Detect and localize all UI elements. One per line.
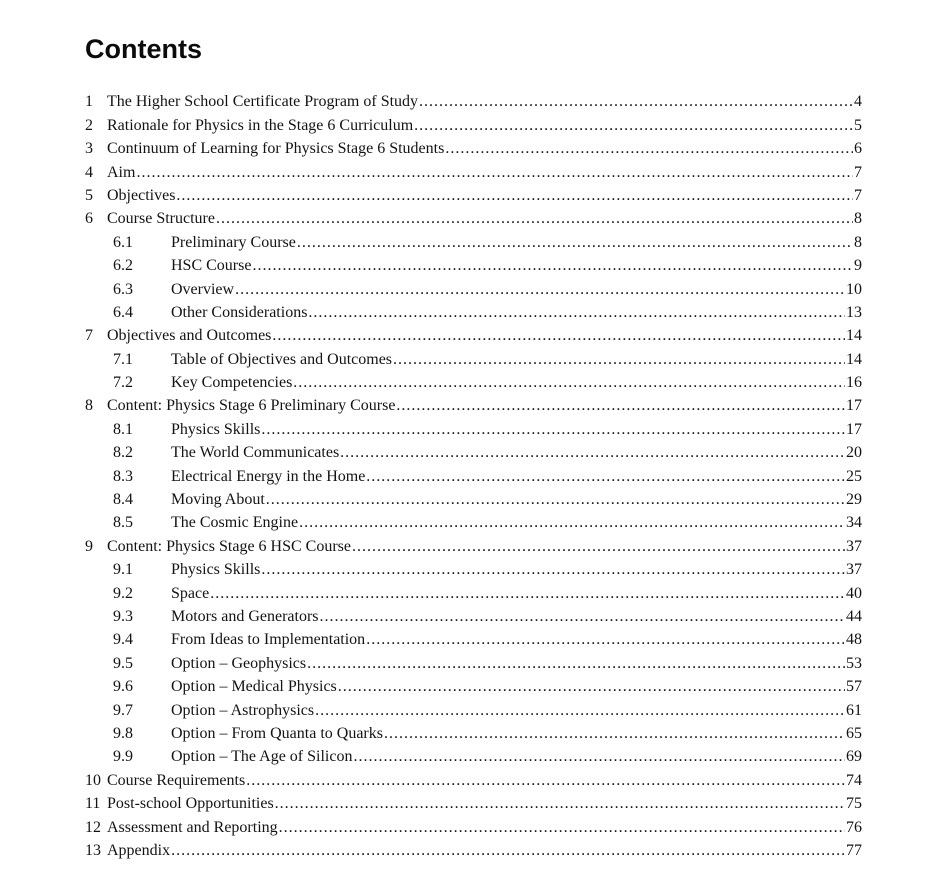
toc-entry-number: 4 bbox=[85, 163, 93, 181]
dot-leader bbox=[246, 769, 845, 792]
dot-leader bbox=[176, 184, 853, 207]
dot-leader bbox=[266, 488, 845, 511]
toc-row[interactable] bbox=[85, 465, 862, 488]
toc-entry-title: Option – Astrophysics bbox=[171, 701, 315, 719]
toc-entry-title: The Cosmic Engine bbox=[171, 514, 299, 532]
toc-entry-number: 9.8 bbox=[113, 724, 133, 742]
dot-leader bbox=[419, 90, 853, 113]
toc-row[interactable] bbox=[85, 301, 862, 324]
toc-entry-title: Other Considerations bbox=[171, 303, 308, 321]
toc-entry-page-number: 48 bbox=[846, 631, 862, 649]
dot-leader bbox=[261, 558, 845, 581]
dot-leader bbox=[384, 722, 845, 745]
toc-entry-number: 9.7 bbox=[113, 701, 133, 719]
toc-row[interactable] bbox=[85, 699, 862, 722]
dot-leader bbox=[445, 137, 853, 160]
toc-row[interactable] bbox=[85, 816, 862, 839]
dot-leader bbox=[299, 511, 845, 534]
toc-entry-number: 7 bbox=[85, 327, 93, 345]
toc-row[interactable] bbox=[85, 839, 862, 862]
toc-row[interactable] bbox=[85, 675, 862, 698]
toc-entry-number: 13 bbox=[85, 841, 101, 859]
toc-row[interactable] bbox=[85, 90, 862, 113]
toc-entry-page-number: 6 bbox=[854, 140, 862, 158]
toc-entry-page-number: 77 bbox=[846, 841, 862, 859]
toc-entry-page-number: 34 bbox=[846, 514, 862, 532]
toc-entry-title: Content: Physics Stage 6 HSC Course bbox=[107, 537, 352, 555]
toc-entry-page-number: 14 bbox=[846, 350, 862, 368]
toc-entry-title: Motors and Generators bbox=[171, 607, 319, 625]
toc-row[interactable] bbox=[85, 254, 862, 277]
toc-entry-number: 6.4 bbox=[113, 303, 133, 321]
toc-row[interactable] bbox=[85, 348, 862, 371]
toc-row[interactable] bbox=[85, 114, 862, 137]
toc-entry-page-number: 74 bbox=[846, 771, 862, 789]
toc-row[interactable] bbox=[85, 231, 862, 254]
dot-leader bbox=[293, 371, 845, 394]
table-of-contents bbox=[85, 90, 862, 862]
toc-entry-page-number: 7 bbox=[854, 186, 862, 204]
toc-row[interactable] bbox=[85, 605, 862, 628]
toc-entry-page-number: 8 bbox=[854, 210, 862, 228]
toc-row[interactable] bbox=[85, 394, 862, 417]
toc-entry-number: 6 bbox=[85, 210, 93, 228]
toc-entry-title: Objectives and Outcomes bbox=[107, 327, 272, 345]
toc-entry-number: 12 bbox=[85, 818, 101, 836]
dot-leader bbox=[338, 675, 845, 698]
toc-entry-title: The World Communicates bbox=[171, 444, 340, 462]
toc-entry-number: 8 bbox=[85, 397, 93, 415]
toc-entry-page-number: 65 bbox=[846, 724, 862, 742]
dot-leader bbox=[352, 535, 845, 558]
toc-row[interactable] bbox=[85, 371, 862, 394]
toc-entry-title: Course Requirements bbox=[107, 771, 246, 789]
toc-entry-title: Moving About bbox=[171, 491, 265, 509]
toc-entry-page-number: 75 bbox=[846, 795, 862, 813]
toc-entry-page-number: 5 bbox=[854, 116, 862, 134]
toc-entry-title: From Ideas to Implementation bbox=[171, 631, 366, 649]
toc-entry-title: Option – Medical Physics bbox=[171, 678, 337, 696]
toc-entry-number: 6.2 bbox=[113, 257, 133, 275]
toc-entry-title: Continuum of Learning for Physics Stage 6 Students bbox=[107, 140, 445, 158]
toc-row[interactable] bbox=[85, 628, 862, 651]
toc-entry-number: 9.5 bbox=[113, 654, 133, 672]
toc-entry-number: 6.1 bbox=[113, 233, 133, 251]
toc-entry-title: Physics Skills bbox=[171, 561, 261, 579]
dot-leader bbox=[210, 582, 845, 605]
toc-row[interactable] bbox=[85, 184, 862, 207]
toc-entry-number: 7.1 bbox=[113, 350, 133, 368]
toc-entry-number: 6.3 bbox=[113, 280, 133, 298]
dot-leader bbox=[396, 394, 845, 417]
toc-entry-page-number: 17 bbox=[846, 397, 862, 415]
dot-leader bbox=[353, 745, 845, 768]
dot-leader bbox=[366, 465, 845, 488]
dot-leader bbox=[340, 441, 845, 464]
toc-entry-title: Preliminary Course bbox=[171, 233, 296, 251]
toc-entry-title: Option – The Age of Silicon bbox=[171, 748, 353, 766]
toc-entry-number: 8.2 bbox=[113, 444, 133, 462]
toc-entry-page-number: 9 bbox=[854, 257, 862, 275]
toc-entry-page-number: 29 bbox=[846, 491, 862, 509]
toc-entry-page-number: 17 bbox=[846, 420, 862, 438]
toc-row[interactable] bbox=[85, 652, 862, 675]
toc-entry-page-number: 16 bbox=[846, 374, 862, 392]
toc-entry-page-number: 7 bbox=[854, 163, 862, 181]
dot-leader bbox=[297, 231, 853, 254]
dot-leader bbox=[308, 301, 845, 324]
toc-entry-title: Appendix bbox=[107, 841, 171, 859]
dot-leader bbox=[235, 278, 845, 301]
toc-entry-title: Space bbox=[171, 584, 210, 602]
toc-entry-title: Option – From Quanta to Quarks bbox=[171, 724, 383, 742]
toc-entry-title: Post-school Opportunities bbox=[107, 795, 274, 813]
dot-leader bbox=[366, 628, 845, 651]
toc-row[interactable] bbox=[85, 441, 862, 464]
toc-entry-title: Rationale for Physics in the Stage 6 Curriculum bbox=[107, 116, 414, 134]
toc-row[interactable] bbox=[85, 769, 862, 792]
toc-entry-number: 9.9 bbox=[113, 748, 133, 766]
toc-entry-number: 11 bbox=[85, 795, 101, 813]
toc-row[interactable] bbox=[85, 792, 862, 815]
toc-entry-number: 9.1 bbox=[113, 561, 133, 579]
toc-entry-title: The Higher School Certificate Program of Study bbox=[107, 93, 419, 111]
dot-leader bbox=[279, 816, 845, 839]
dot-leader bbox=[414, 114, 853, 137]
toc-entry-number: 7.2 bbox=[113, 374, 133, 392]
toc-entry-page-number: 25 bbox=[846, 467, 862, 485]
toc-entry-title: Table of Objectives and Outcomes bbox=[171, 350, 393, 368]
toc-entry-page-number: 8 bbox=[854, 233, 862, 251]
toc-entry-number: 10 bbox=[85, 771, 101, 789]
toc-entry-page-number: 20 bbox=[846, 444, 862, 462]
dot-leader bbox=[272, 324, 845, 347]
toc-entry-number: 2 bbox=[85, 116, 93, 134]
dot-leader bbox=[252, 254, 853, 277]
toc-entry-page-number: 4 bbox=[854, 93, 862, 111]
toc-row[interactable] bbox=[85, 161, 862, 184]
dot-leader bbox=[315, 699, 845, 722]
dot-leader bbox=[261, 418, 845, 441]
toc-row[interactable] bbox=[85, 488, 862, 511]
page-title: Contents bbox=[85, 34, 202, 64]
toc-row[interactable] bbox=[85, 745, 862, 768]
toc-row[interactable] bbox=[85, 535, 862, 558]
dot-leader bbox=[136, 161, 853, 184]
toc-entry-number: 9.2 bbox=[113, 584, 133, 602]
toc-entry-page-number: 44 bbox=[846, 607, 862, 625]
toc-row[interactable] bbox=[85, 722, 862, 745]
toc-entry-number: 8.4 bbox=[113, 491, 133, 509]
toc-row[interactable] bbox=[85, 511, 862, 534]
toc-entry-page-number: 37 bbox=[846, 561, 862, 579]
toc-entry-page-number: 37 bbox=[846, 537, 862, 555]
toc-row[interactable] bbox=[85, 278, 862, 301]
toc-entry-number: 9.6 bbox=[113, 678, 133, 696]
toc-entry-number: 9.4 bbox=[113, 631, 133, 649]
toc-entry-page-number: 76 bbox=[846, 818, 862, 836]
toc-entry-title: Course Structure bbox=[107, 210, 215, 228]
dot-leader bbox=[320, 605, 845, 628]
dot-leader bbox=[275, 792, 845, 815]
toc-entry-number: 9 bbox=[85, 537, 93, 555]
toc-entry-number: 8.3 bbox=[113, 467, 133, 485]
toc-entry-title: Overview bbox=[171, 280, 235, 298]
toc-entry-title: Assessment and Reporting bbox=[107, 818, 278, 836]
toc-entry-number: 3 bbox=[85, 140, 93, 158]
toc-entry-title: HSC Course bbox=[171, 257, 252, 275]
toc-row[interactable] bbox=[85, 582, 862, 605]
toc-entry-page-number: 10 bbox=[846, 280, 862, 298]
toc-row[interactable] bbox=[85, 207, 862, 230]
toc-entry-title: Key Competencies bbox=[171, 374, 293, 392]
toc-entry-page-number: 61 bbox=[846, 701, 862, 719]
toc-entry-page-number: 40 bbox=[846, 584, 862, 602]
toc-entry-number: 1 bbox=[85, 93, 93, 111]
toc-entry-number: 9.3 bbox=[113, 607, 133, 625]
toc-entry-page-number: 53 bbox=[846, 654, 862, 672]
dot-leader bbox=[307, 652, 845, 675]
toc-row[interactable] bbox=[85, 324, 862, 347]
toc-entry-page-number: 14 bbox=[846, 327, 862, 345]
dot-leader bbox=[171, 839, 845, 862]
dot-leader bbox=[216, 207, 853, 230]
toc-entry-page-number: 13 bbox=[846, 303, 862, 321]
toc-entry-title: Electrical Energy in the Home bbox=[171, 467, 366, 485]
toc-row[interactable] bbox=[85, 558, 862, 581]
toc-entry-title: Option – Geophysics bbox=[171, 654, 307, 672]
toc-entry-number: 8.5 bbox=[113, 514, 133, 532]
toc-row[interactable] bbox=[85, 418, 862, 441]
toc-entry-page-number: 69 bbox=[846, 748, 862, 766]
toc-entry-title: Content: Physics Stage 6 Preliminary Course bbox=[107, 397, 396, 415]
toc-row[interactable] bbox=[85, 137, 862, 160]
toc-entry-page-number: 57 bbox=[846, 678, 862, 696]
toc-entry-number: 5 bbox=[85, 186, 93, 204]
toc-entry-number: 8.1 bbox=[113, 420, 133, 438]
toc-entry-title: Aim bbox=[107, 163, 136, 181]
dot-leader bbox=[393, 348, 845, 371]
toc-entry-title: Objectives bbox=[107, 186, 176, 204]
toc-entry-title: Physics Skills bbox=[171, 420, 261, 438]
